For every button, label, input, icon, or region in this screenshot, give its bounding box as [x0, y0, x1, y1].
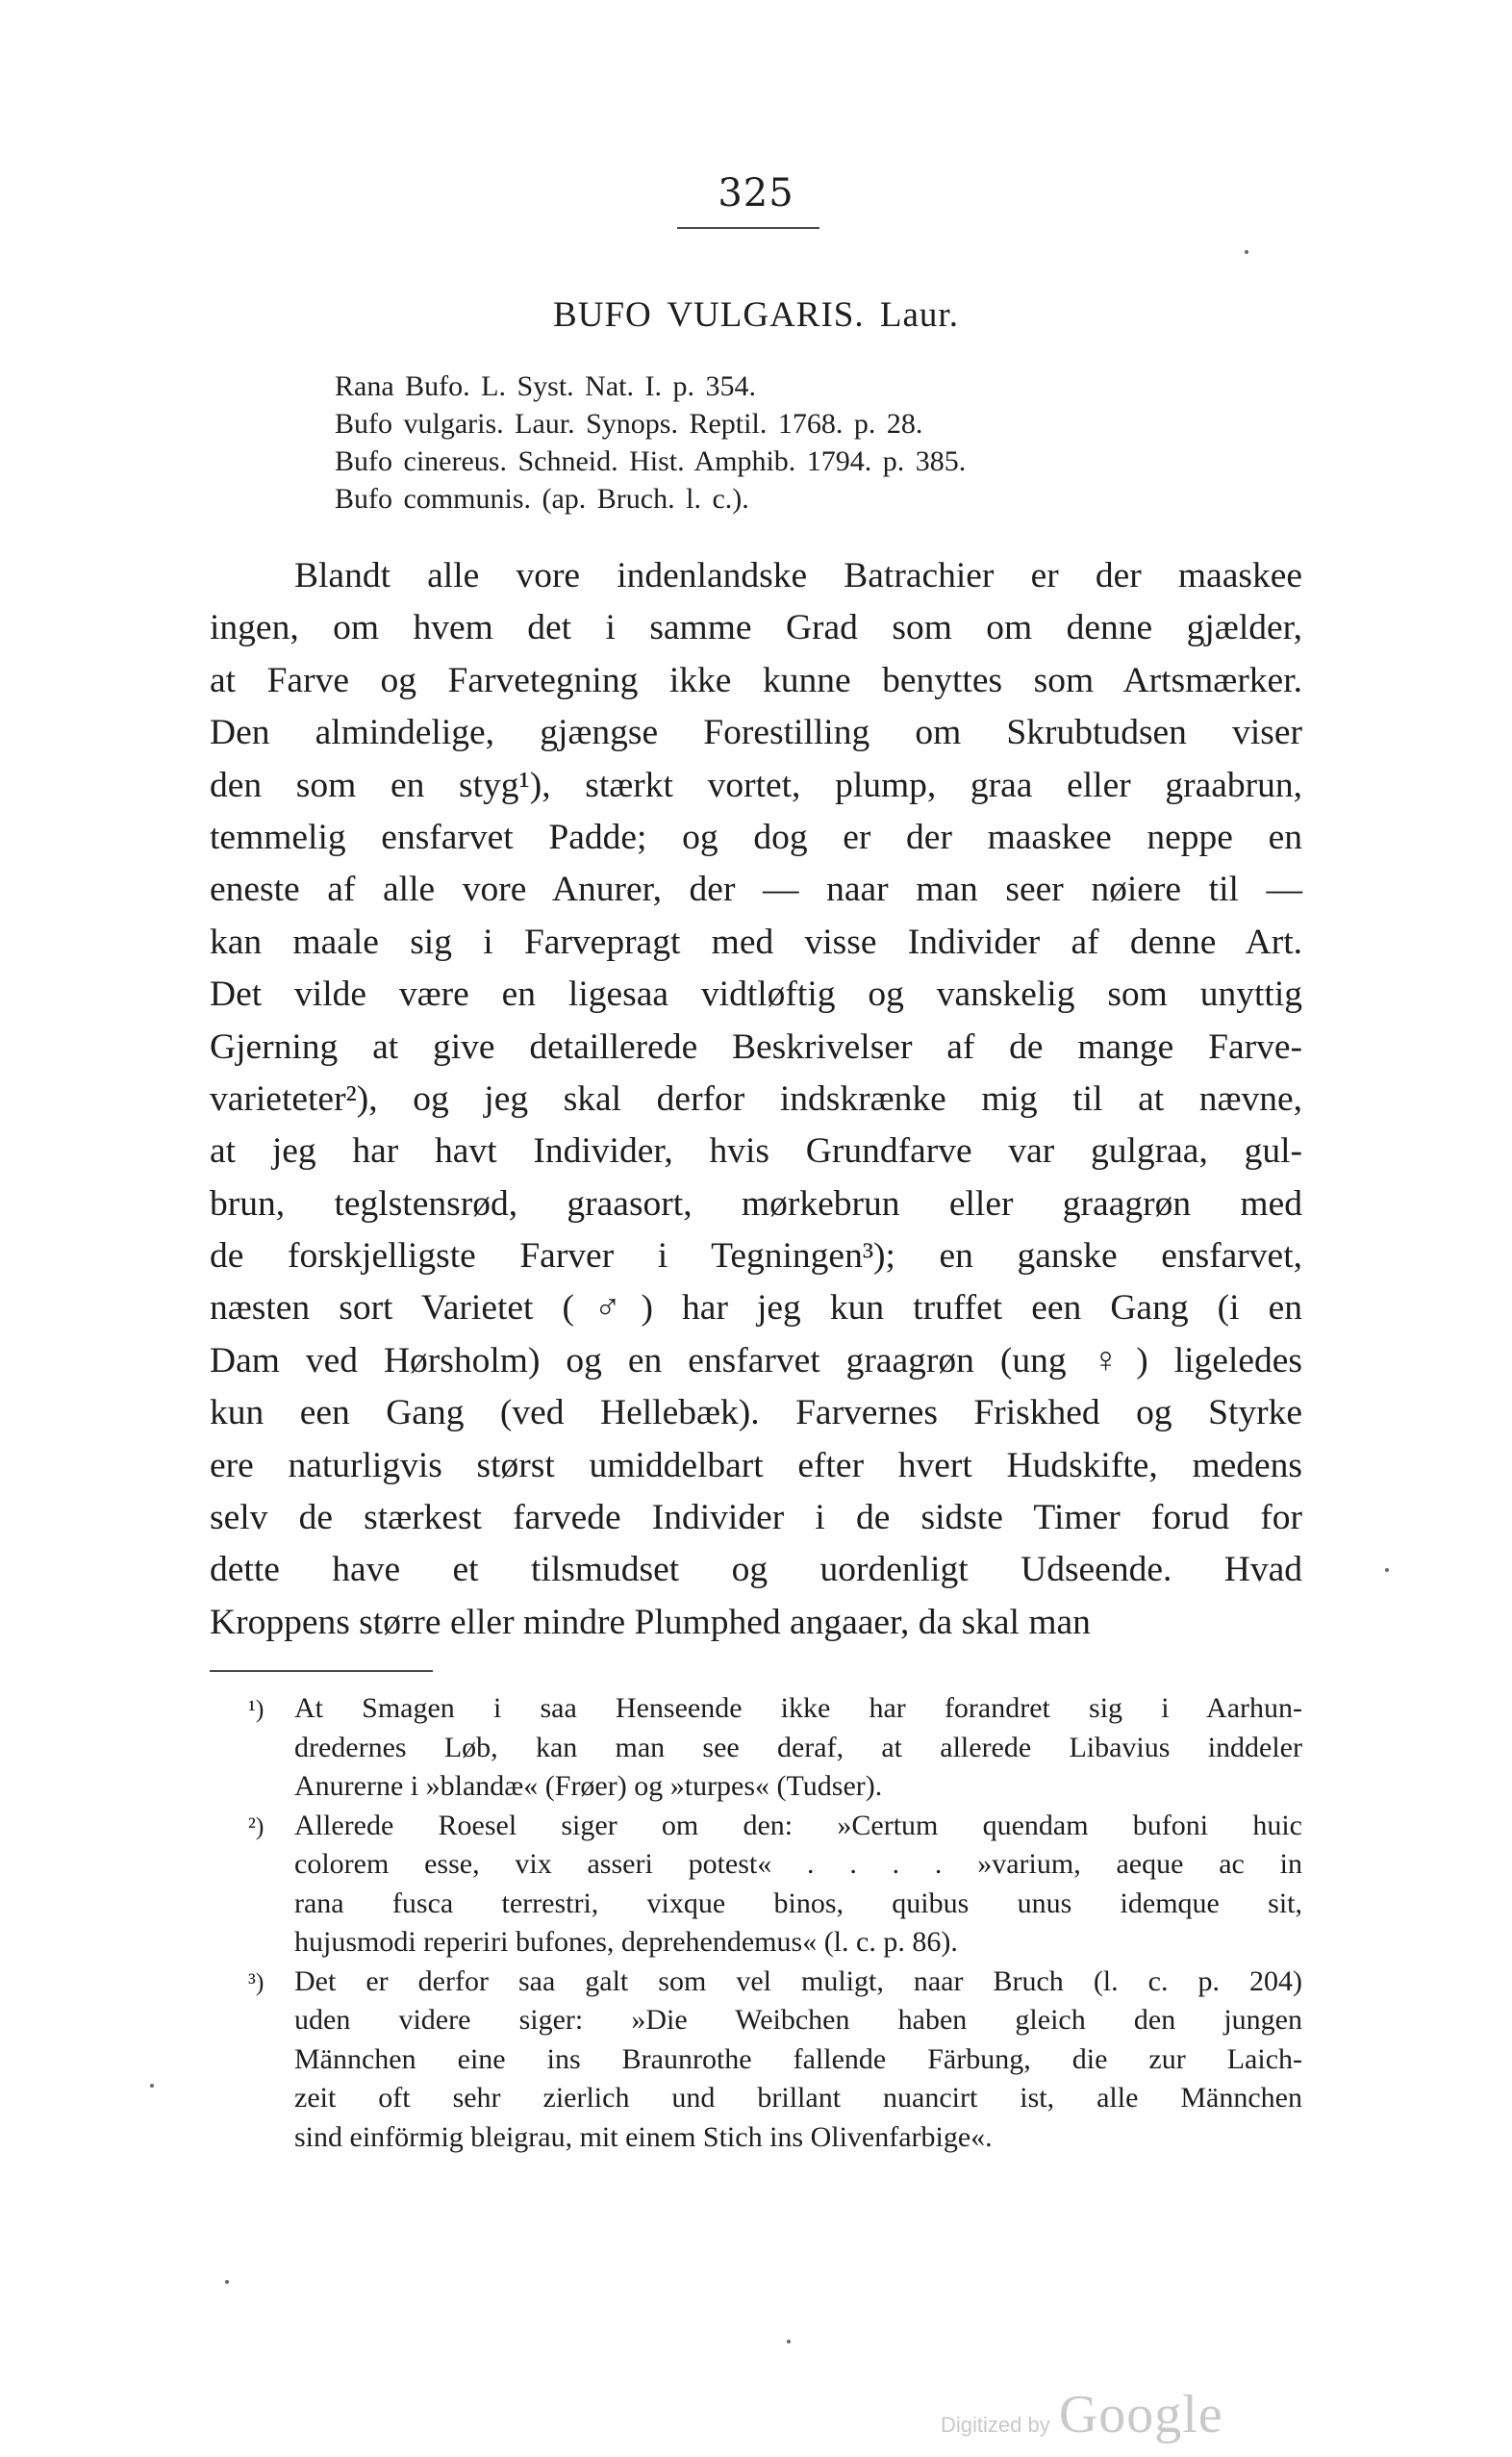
footnote-text: Allerede Roesel siger om den: »Certum quendam bufoni huic [294, 1809, 1302, 1841]
body-line: Blandt alle vore indenlandske Batrachier er der maaskee [294, 556, 1302, 595]
footnote-line: Männchen eine ins Braunrothe fallende Färbung, die zur Laich- [294, 2042, 1302, 2075]
body-paragraph [210, 550, 1302, 1649]
digitized-watermark [941, 2384, 1223, 2445]
body-line: Gjerning at give detaillerede Beskrivelser af de mange Farve- [210, 1026, 1302, 1067]
body-line: næsten sort Varietet (♂) har jeg kun truffet een Gang (i en [210, 1288, 1302, 1329]
body-line: at Farve og Farvetegning ikke kunne benyttes som Artsmærker. [210, 660, 1302, 700]
watermark-prefix: Digitized by [941, 2413, 1050, 2437]
body-line: Den almindelige, gjængse Forestilling om Skrubtudsen viser [210, 713, 1302, 753]
footnote-mark: ¹) [248, 1695, 265, 1723]
body-line: at jeg har havt Individer, hvis Grundfarve var gulgraa, gul- [210, 1131, 1302, 1172]
body-line: kan maale sig i Farvepragt med visse Individer af denne Art. [210, 922, 1302, 962]
footnote-line: sind einförmig bleigrau, mit einem Stich ins Olivenfarbige«. [294, 2120, 993, 2153]
body-line: varieteter²), og jeg skal derfor indskrænke mig til at nævne, [210, 1078, 1302, 1119]
footnote-line: dredernes Løb, kan man see deraf, at allerede Libavius inddeler [294, 1731, 1302, 1763]
footnote-line: Anurerne i »blandæ« (Frøer) og »turpes« (Tudser). [294, 1770, 883, 1802]
page-number: 325 [718, 171, 794, 215]
footnote-line: zeit oft sehr zierlich und brillant nuancirt ist, alle Männchen [294, 2082, 1302, 2114]
footnote-mark: ²) [248, 1811, 265, 1840]
body-line: ere naturligvis størst umiddelbart efter hvert Hudskifte, medens [210, 1445, 1302, 1485]
body-line: brun, teglstensrød, graasort, mørkebrun eller graagrøn med [210, 1183, 1302, 1224]
ink-speck [1245, 250, 1248, 254]
body-line: dette have et tilsmudset og uordenligt Udseende. Hvad [210, 1550, 1302, 1590]
body-line: eneste af alle vore Anurer, der — naar man seer nøiere til — [210, 870, 1302, 910]
footnote-text: At Smagen i saa Henseende ikke har forandret sig i Aarhun- [294, 1692, 1302, 1724]
body-line: den som en styg¹), stærkt vortet, plump, graa eller graabrun, [210, 765, 1302, 805]
body-line: de forskjelligste Farver i Tegningen³); en ganske ensfarvet, [210, 1236, 1302, 1277]
footnote-line: hujusmodi reperiri bufones, deprehendemus« (l. c. p. 86). [294, 1926, 958, 1958]
body-line: kun een Gang (ved Hellebæk). Farvernes Friskhed og Styrke [210, 1393, 1302, 1433]
synonym-line: Bufo communis. (ap. Bruch. l. c.). [335, 483, 749, 515]
body-line: Dam ved Hørsholm) og en ensfarvet graagrøn (ung ♀) ligeledes [210, 1340, 1302, 1380]
page-number-rule [677, 227, 819, 229]
ink-speck [787, 2340, 791, 2343]
footnote-text: Det er derfor saa galt som vel muligt, naar Bruch (l. c. p. 204) [294, 1964, 1302, 1997]
footnote-line: rana fusca terrestri, vixque binos, quibus unus idemque sit, [294, 1887, 1302, 1919]
synonym-line: Bufo cinereus. Schneid. Hist. Amphib. 1794. p. 385. [335, 445, 967, 477]
footnote-rule [210, 1670, 433, 1672]
synonym-list [335, 367, 966, 518]
body-line: ingen, om hvem det i samme Grad som om denne gjælder, [210, 608, 1302, 648]
google-logo: Google [1058, 2385, 1223, 2444]
footnotes [248, 1689, 1302, 2157]
body-line: temmelig ensfarvet Padde; og dog er der maaskee neppe en [210, 817, 1302, 857]
footnote-mark: ³) [248, 1967, 265, 1996]
footnote-1 [248, 1689, 1302, 1729]
body-line: Det vilde være en ligesaa vidtløftig og vanskelig som unyttig [210, 975, 1302, 1015]
footnote-line: uden videre siger: »Die Weibchen haben gleich den jungen [294, 2004, 1302, 2036]
synonym-line: Bufo vulgaris. Laur. Synops. Reptil. 1768. p. 28. [335, 408, 923, 440]
footnote-3 [248, 1963, 1302, 2002]
body-line: Kroppens større eller mindre Plumphed angaaer, da skal man [210, 1602, 1091, 1642]
body-line: selv de stærkest farvede Individer i de sidste Timer forud for [210, 1498, 1302, 1538]
synonym-line: Rana Bufo. L. Syst. Nat. I. p. 354. [335, 370, 756, 402]
ink-speck [1385, 1568, 1389, 1572]
species-title: BUFO VULGARIS. Laur. [553, 295, 959, 335]
footnote-line: colorem esse, vix asseri potest« . . . . »varium, aeque ac in [294, 1848, 1302, 1880]
footnote-2 [248, 1807, 1302, 1846]
ink-speck [150, 2084, 154, 2088]
ink-speck [225, 2280, 229, 2284]
